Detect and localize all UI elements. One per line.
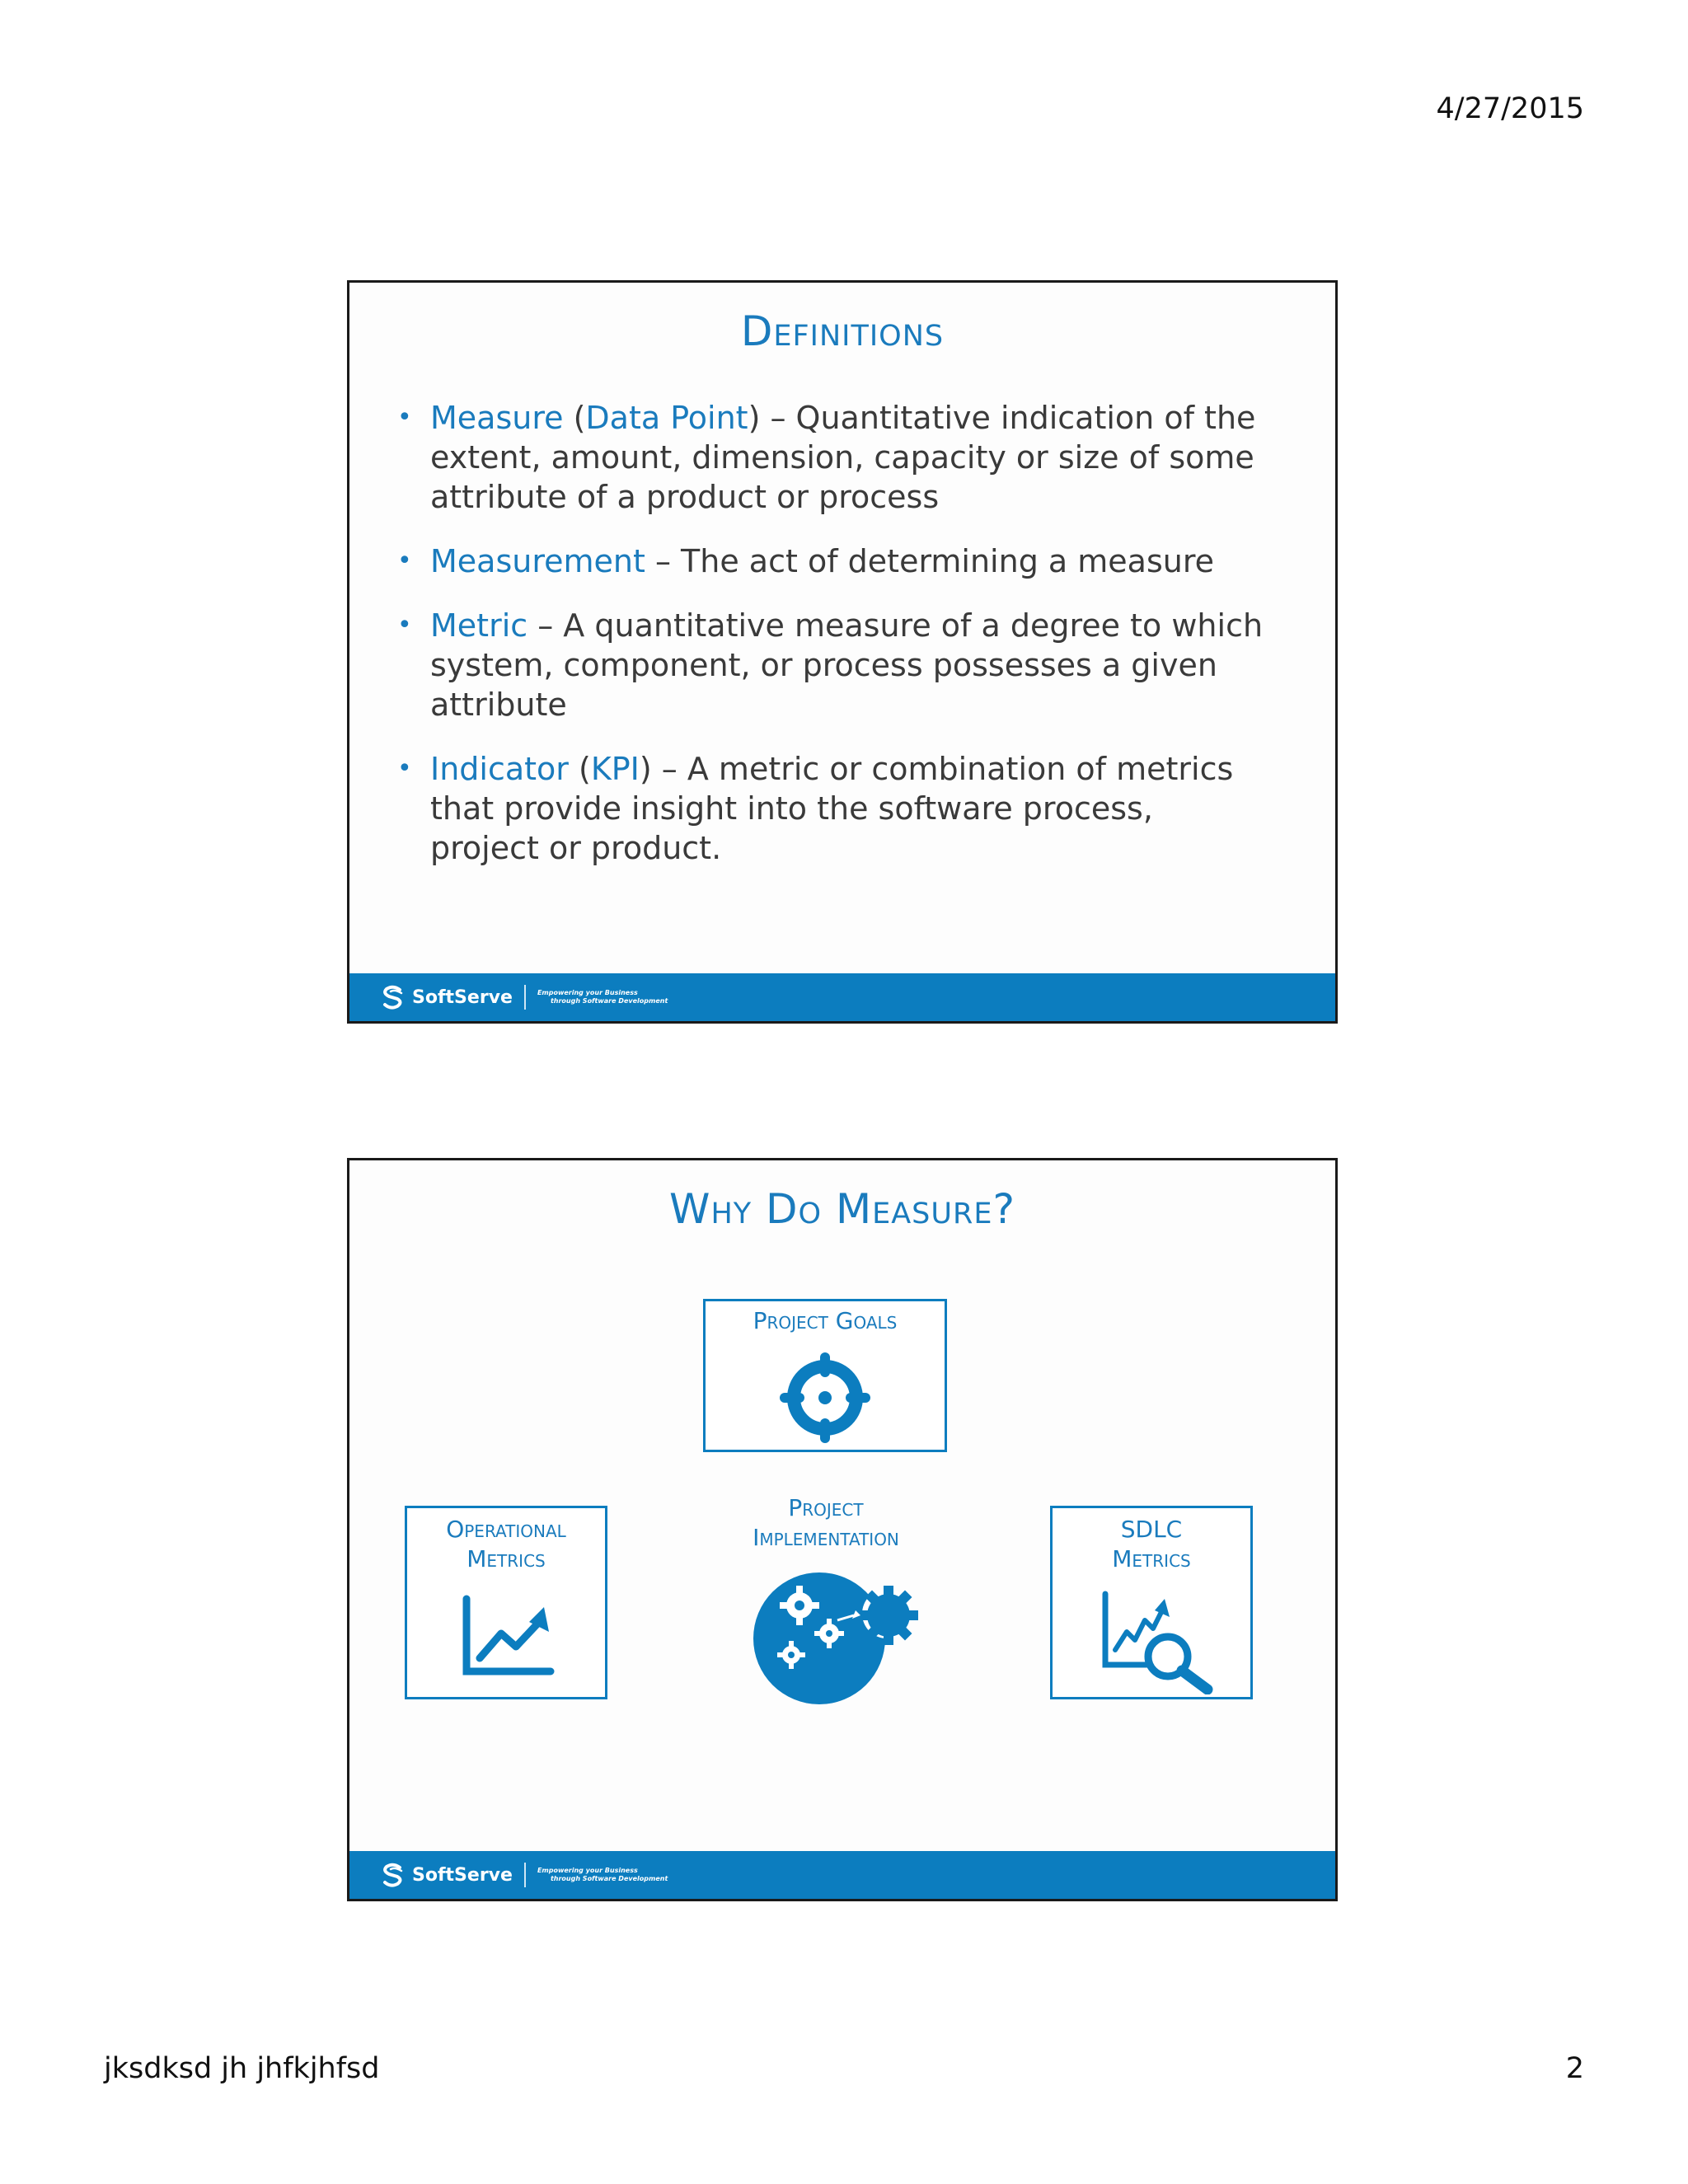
operational-line2: Metrics <box>467 1545 546 1572</box>
softserve-s-icon <box>379 1861 407 1889</box>
definition-text: ) – A metric or combination of metrics that provide insight into the software process, project or product. <box>430 751 1234 866</box>
softserve-s-icon <box>379 983 407 1011</box>
operational-metrics-box <box>405 1506 607 1699</box>
brand-bar <box>349 973 1335 1021</box>
definition-paren: ( <box>563 400 586 436</box>
slide-title: Why Do Measure? <box>669 1185 1015 1233</box>
footer-note: jksdksd jh jhfkjhfsd <box>104 2052 380 2085</box>
page-date: 4/27/2015 <box>1436 92 1584 125</box>
definition-item <box>397 749 1271 868</box>
bullet-icon: • <box>397 611 412 640</box>
project-goals-box <box>703 1299 947 1452</box>
sdlc-metrics-box <box>1050 1506 1253 1699</box>
brand-tagline-line1: Empowering your Business <box>537 989 638 996</box>
definition-text: – A quantitative measure of a degree to which system, component, or process possesses a given attribute <box>430 607 1264 723</box>
slide-definitions <box>347 280 1338 1024</box>
definition-alias: Data Point <box>585 400 748 436</box>
definition-item <box>397 541 1271 581</box>
definition-item <box>397 606 1271 724</box>
softserve-logo <box>379 1859 668 1891</box>
brand-tagline-line1: Empowering your Business <box>537 1867 638 1874</box>
bullet-icon: • <box>397 546 412 575</box>
definition-alias: KPI <box>590 751 640 787</box>
definition-text: ) – Quantitative indication of the extent, amount, dimension, capacity or size of some attribute of a product or process <box>430 400 1256 515</box>
brand-bar <box>349 1851 1335 1899</box>
trend-chart-icon <box>458 1591 557 1681</box>
brand-tagline-line2: through Software Development <box>550 997 668 1005</box>
brand-tagline <box>537 1867 668 1883</box>
definition-text: – The act of determining a measure <box>645 543 1214 579</box>
brand-tagline-line2: through Software Development <box>550 1875 668 1882</box>
definition-paren: ( <box>568 751 591 787</box>
definition-term: Measurement <box>430 543 645 579</box>
chart-magnifier-icon <box>1099 1587 1222 1694</box>
project-goals-label: Project Goals <box>753 1307 898 1334</box>
definition-term: Measure <box>430 400 564 436</box>
brand-separator <box>524 985 526 1010</box>
target-icon <box>763 1336 887 1460</box>
brand-tagline <box>537 989 668 1005</box>
definition-term: Metric <box>430 607 528 644</box>
brand-name: SoftServe <box>412 987 513 1008</box>
definition-term: Indicator <box>430 751 569 787</box>
bullet-icon: • <box>397 754 412 783</box>
operational-line1: Operational <box>446 1516 566 1543</box>
definition-item <box>397 398 1271 517</box>
implementation-line1: Project <box>788 1494 864 1521</box>
gears-icon <box>752 1558 933 1714</box>
definitions-list <box>397 398 1271 893</box>
brand-name: SoftServe <box>412 1864 513 1886</box>
project-implementation-label <box>683 1493 968 1553</box>
operational-metrics-label <box>407 1515 605 1574</box>
sdlc-line2: Metrics <box>1112 1545 1191 1572</box>
implementation-line2: Implementation <box>753 1524 899 1551</box>
bullet-icon: • <box>397 403 412 432</box>
sdlc-metrics-label <box>1053 1515 1250 1574</box>
sdlc-line1: SDLC <box>1120 1516 1183 1543</box>
page-number: 2 <box>1565 2052 1584 2085</box>
slide-why-measure <box>347 1158 1338 1901</box>
softserve-logo <box>379 982 668 1013</box>
brand-separator <box>524 1863 526 1887</box>
slide-title: Definitions <box>740 307 945 355</box>
